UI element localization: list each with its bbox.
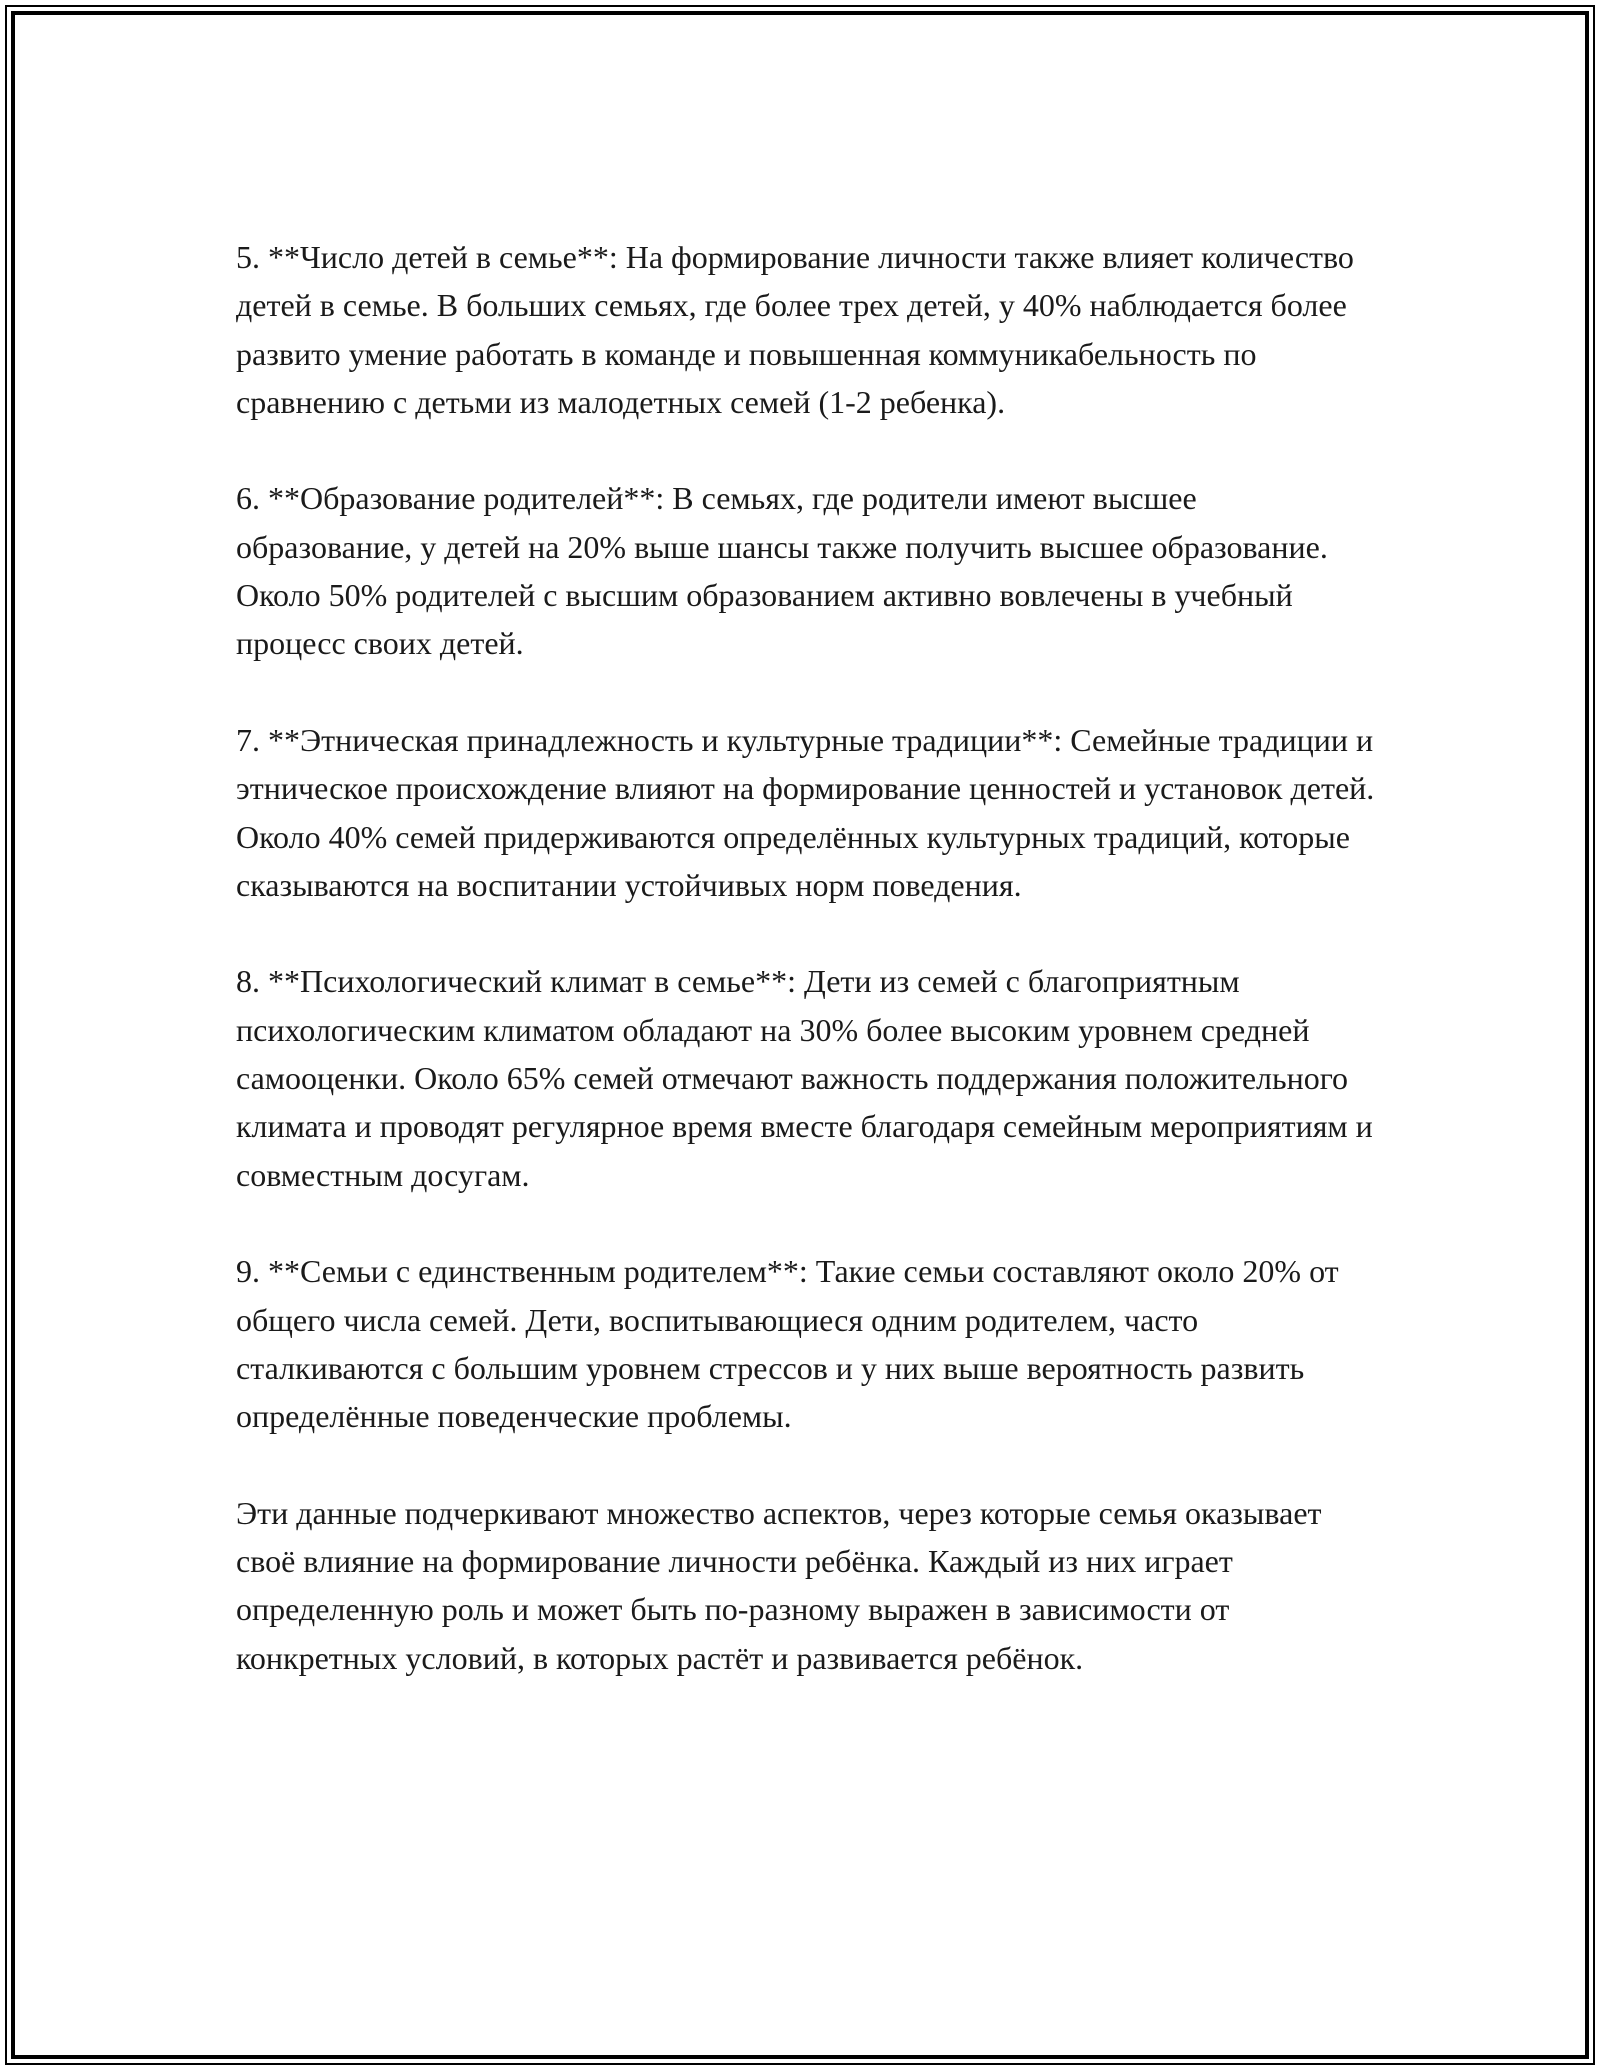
paragraph-number-of-children: 5. **Число детей в семье**: На формирование личности также влияет количество детей в семье. В больших семьях, где более трех детей, у 40% наблюдается более развито умение работать в команде и повышенная коммуникабельность по сравнению с детьми из малодетных семей (1-2 ребенка). — [236, 239, 1354, 420]
paragraph-conclusion: Эти данные подчеркивают множество аспектов, через которые семья оказывает своё влияние на формирование личности ребёнка. Каждый из них играет определенную роль и может быть по-разному выражен в зависимости от конкретных условий, в которых растёт и развивается ребёнок. — [236, 1494, 1322, 1676]
document-body — [236, 233, 1376, 1682]
paragraph-ethnicity-traditions: 7. **Этническая принадлежность и культурные традиции**: Семейные традиции и этническое происхождение влияют на формирование ценностей и установок детей. Около 40% семей придерживаются определённых культурных традиций, которые сказываются на воспитании устойчивых норм поведения. — [236, 721, 1375, 903]
paragraph-psychological-climate: 8. **Психологический климат в семье**: Дети из семей с благоприятным психологическим климатом обладают на 30% более высоким уровнем средней самооценки. Около 65% семей отмечают важность поддержания положительного климата и проводят регулярное время вместе благодаря семейным мероприятиям и совместным досугам. — [236, 963, 1373, 1193]
paragraph-single-parent-families: 9. **Семьи с единственным родителем**: Такие семьи составляют около 20% от общего числа семей. Дети, воспитывающиеся одним родителем, часто сталкиваются с большим уровнем стрессов и у них выше вероятность развить определённые поведенческие проблемы. — [236, 1253, 1339, 1435]
paragraph-parents-education: 6. **Образование родителей**: В семьях, где родители имеют высшее образование, у детей на 20% выше шансы также получить высшее образование. Около 50% родителей с высшим образованием активно вовлечены в учебный процесс своих детей. — [236, 480, 1328, 662]
